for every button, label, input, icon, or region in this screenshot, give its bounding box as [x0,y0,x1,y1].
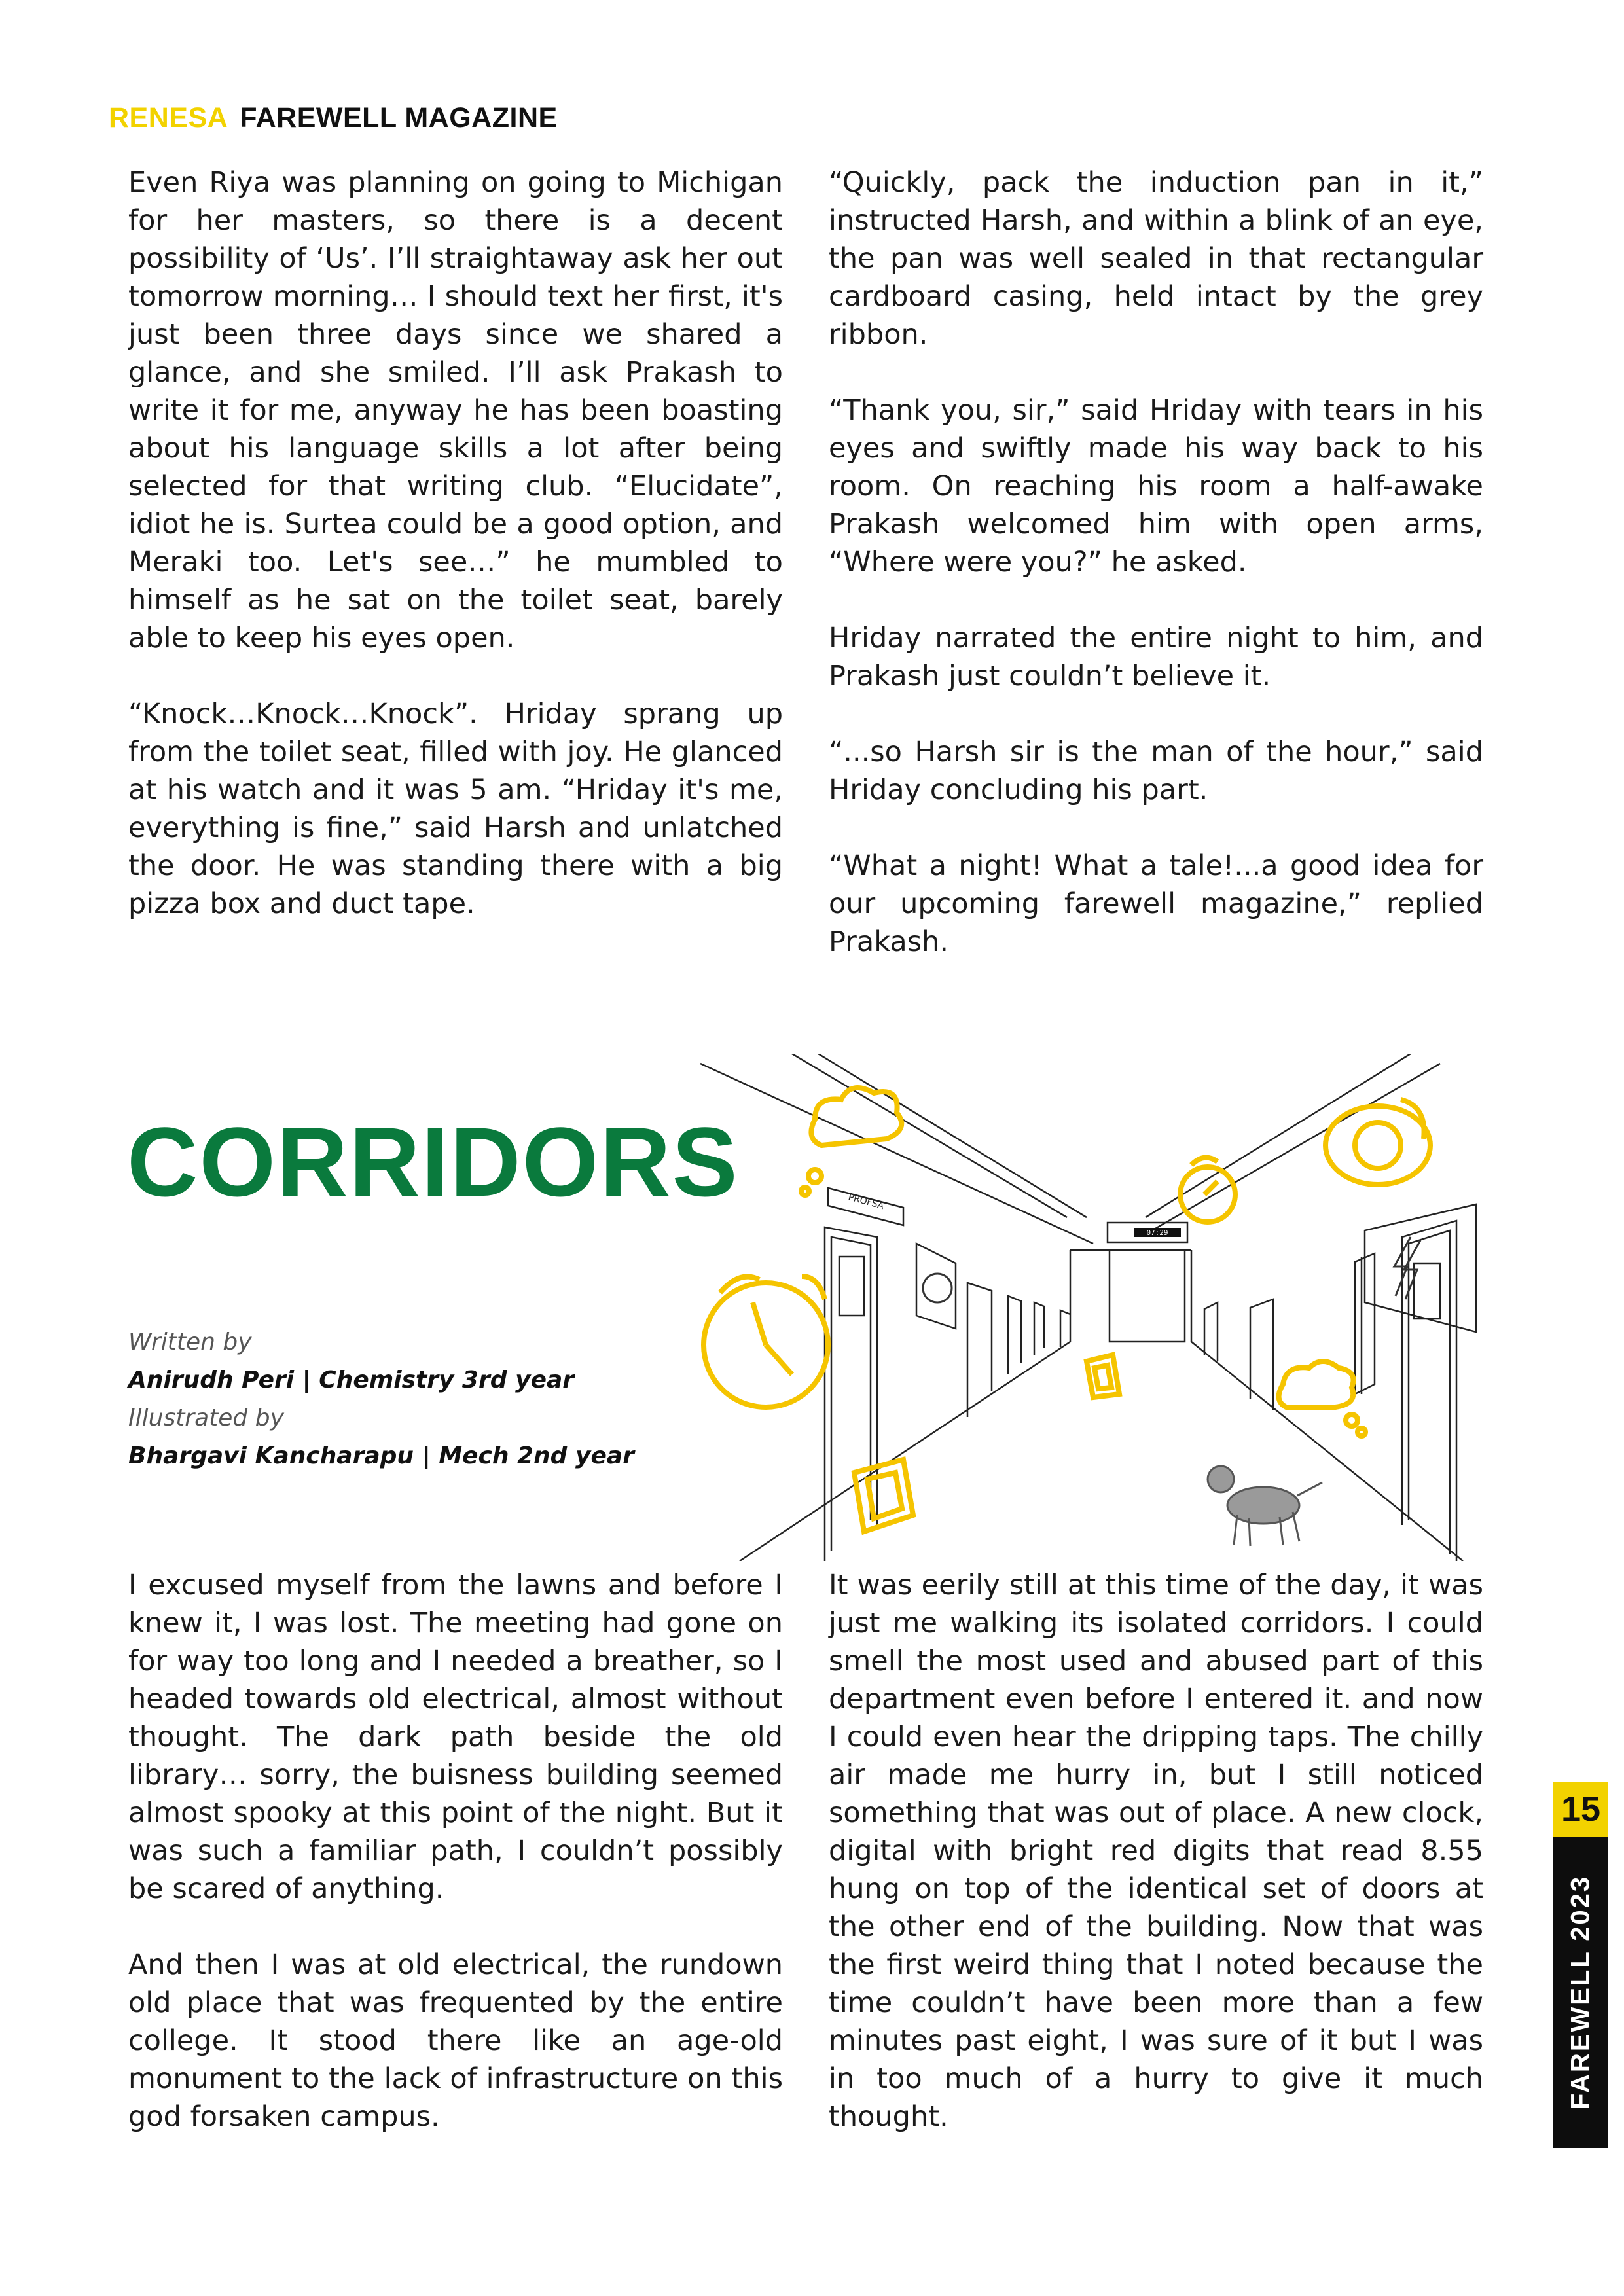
author-name: Anirudh Peri | Chemistry 3rd year [128,1367,575,1393]
illustrator-name: Bhargavi Kancharapu | Mech 2nd year [128,1443,634,1469]
side-label-bar [1553,1837,1608,2148]
paragraph: “Thank you, sir,” said Hriday with tears in his eyes and swiftly made his way back to his room. On reaching his room a half-awake Prakash welcomed him with open arms, “Where were you?” he asked. [829,394,1483,579]
magazine-name: FAREWELL MAGAZINE [240,102,558,134]
illustrated-by-label: Illustrated by [128,1405,284,1431]
article-title: CORRIDORS [127,1107,739,1217]
article-credits [128,1323,634,1475]
corridor-clock-text: 07:29 [1146,1229,1168,1237]
paragraph: It was eerily still at this time of the day, it was just me walking its isolated corridors. I could smell the most used and abused part of this department even before I entered it. and now I could even hear the dripping taps. The chilly air made me hurry in, but I still noticed something that was out of place. A new clock, digital with bright red digits that read 8.55 hung on top of the identical set of doors at the other end of the building. Now that was the first weird thing that I noted because the time couldn’t have been more than a few minutes past eight, I was sure of it but I was in too much of a hurry to give it much thought. [829,1569,1483,2133]
written-by-label: Written by [128,1329,252,1355]
paragraph: Even Riya was planning on going to Michigan for her masters, so there is a decent possibility of ‘Us’. I’ll straightaway ask her out tomorrow morning… I should text her first, it's just been three days since we shared a glance, and she smiled. I’ll ask Prakash to write it for me, anyway he has been boasting about his language skills a lot after being selected for that writing club. “Elucidate”, idiot he is. Surtea could be a good option, and Meraki too. Let's see…” he mumbled to himself as he sat on the toilet seat, barely able to keep his eyes open. [128,166,783,655]
paragraph: Hriday narrated the entire night to him, and Prakash just couldn’t believe it. [829,622,1483,692]
paragraph: And then I was at old electrical, the rundown old place that was frequented by the entire college. It stood there like an age-old monument to the lack of infrastructure on this god forsaken campus. [128,1948,783,2133]
brand-name: RENESA [109,102,228,134]
article-column-left [128,1566,783,2136]
story-column-right [829,164,1483,961]
paragraph: “What a night! What a tale!...a good idea for our upcoming farewell magazine,” replied Prakash. [829,850,1483,958]
paragraph: “...so Harsh sir is the man of the hour,” said Hriday concluding his part. [829,736,1483,806]
corridor-sign-text: PROFSA [847,1192,886,1212]
article-column-right [829,1566,1483,2136]
paragraph: “Knock…Knock…Knock”. Hriday sprang up from the toilet seat, filled with joy. He glanced at his watch and it was 5 am. “Hriday it's me, everything is fine,” said Harsh and unlatched the door. He was standing there with a big pizza box and duct tape. [128,698,783,920]
side-label: FAREWELL 2023 [1566,1874,1595,2110]
paragraph: I excused myself from the lawns and before I knew it, I was lost. The meeting had gone on for way too long and I needed a breather, so I headed towards old electrical, almost without thought. The dark path beside the old library… sorry, the buisness building seemed almost spooky at this point of the night. But it was such a familiar path, I couldn’t possibly be scared of anything. [128,1569,783,1905]
corridor-illustration [694,1054,1492,1561]
page-number: 15 [1553,1782,1608,1837]
paragraph: “Quickly, pack the induction pan in it,” instructed Harsh, and within a blink of an eye, the pan was well sealed in that rectangular cardboard casing, held intact by the grey ribbon. [829,166,1483,351]
story-column-left [128,164,783,923]
magazine-header [109,102,558,134]
